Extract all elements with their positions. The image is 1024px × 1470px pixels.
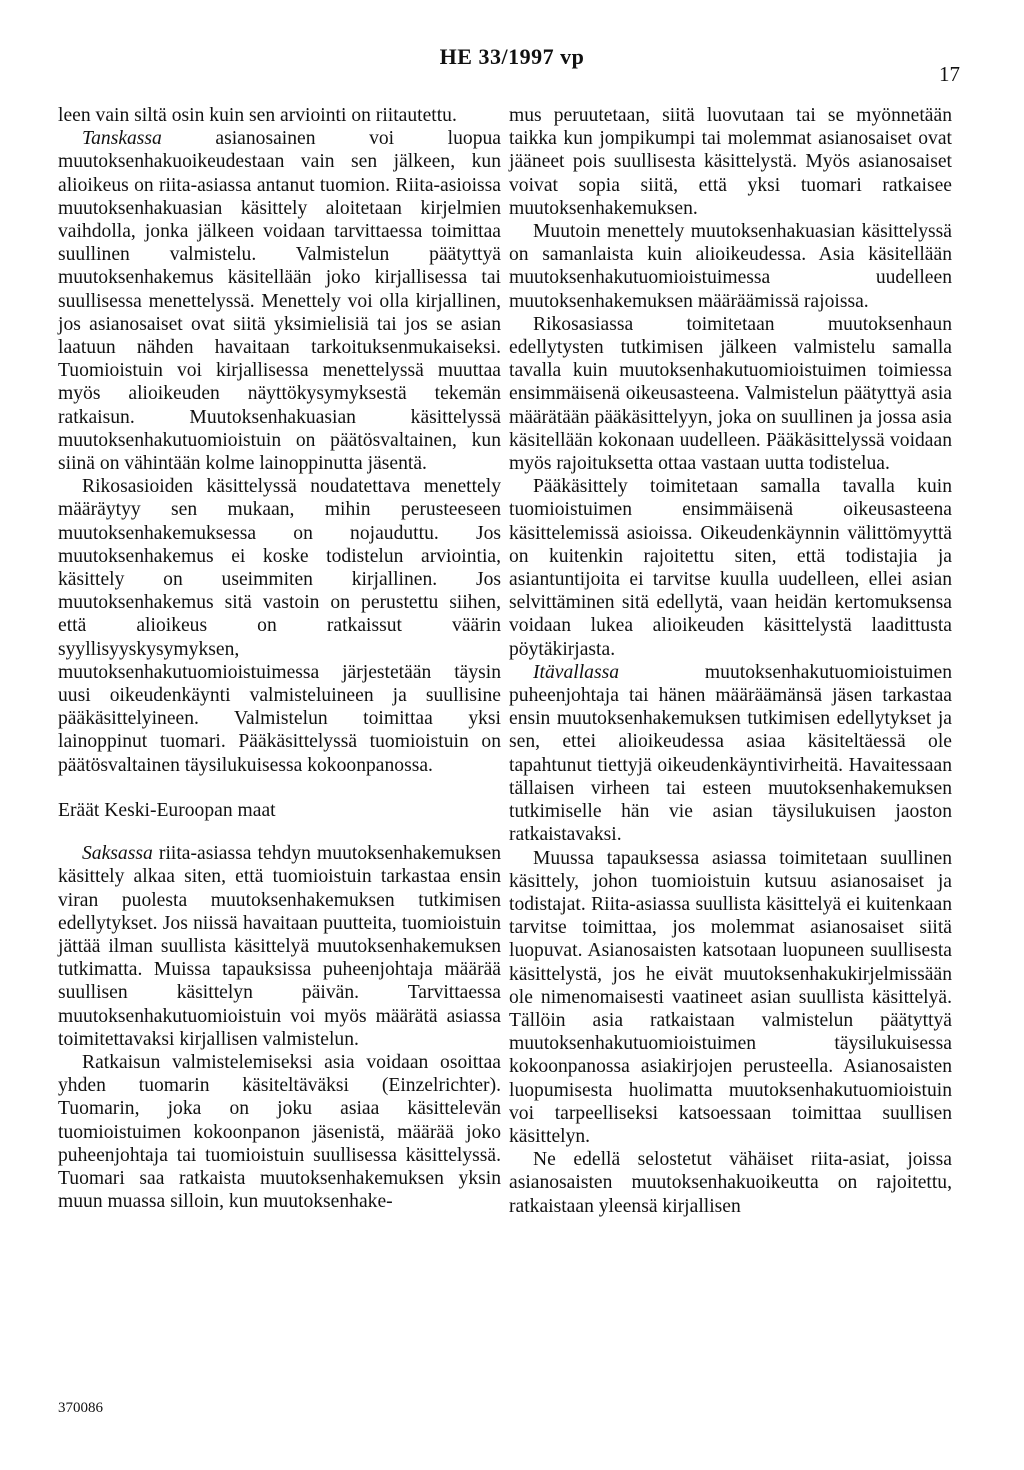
paragraph: Muutoin menettely muutoksenhakuasian käsittelyssä on samanlaista kuin alioikeudessa. Asia käsitellään muutoksenhakutuomioistuimessa uudelleen muutoksenhakemuksen määräämissä rajoissa. xyxy=(509,221,952,312)
paragraph: mus peruutetaan, siitä luovutaan tai se myönnetään taikka kun jompikumpi tai molemmat asianosaiset ovat jääneet pois suullisesta käsittelystä. Myös asianosaiset voivat sopia siitä, että yksi tuomari ratkaisee muutoksenhakemuksen. xyxy=(509,105,952,219)
paragraph: Rikosasiassa toimitetaan muutoksenhaun edellytysten tutkimisen jälkeen valmistelu samalla tavalla kuin muutoksenhakutuomioistuimen toimiessa ensimmäisenä oikeusasteena. Valmistelun päätyttyä asia määrätään pääkäsittelyyn, joka on suullinen ja jossa asia käsitellään kokonaan uudelleen. Pääkäsittelyssä voidaan myös rajoituksetta ottaa vastaan uutta todistelua. xyxy=(509,313,952,475)
paragraph-text: muutoksenhakutuomioistuimen puheenjohtaja tai hänen määräämänsä jäsen tarkastaa ensin muutoksenhakemuksen tutkimisen edellytykset ja sen, ettei alioikeudessa asiaa käsiteltäessä ole tapahtunut tiettyjä oikeudenkäyntivirheitä. Havaitessaan tällaisen virheen tai esteen muutoksenhakemuksen tutkimiselle hän vie asian täysilukuisen jaoston ratkaistavaksi. xyxy=(509,661,952,846)
country-name-italic: Itävallassa xyxy=(533,661,619,683)
paragraph: Muussa tapauksessa asiassa toimitetaan suullinen käsittely, johon tuomioistuin kutsuu asianosaiset ja todistajat. Riita-asiassa suullista käsittelyä ei kuitenkaan tarvitse toimittaa, jos molemmat asianosaiset siitä luopuvat. Asianosaisten katsotaan luopuneen suullisesta käsittelystä, jos he eivät muutoksenhakukirjelmissään ole nimenomaisesti vaatineet asian suullista käsittelyä. Tällöin asia ratkaistaan valmistelun päätyttyä muutoksenhakutuomioistuimen täysilukuisessa kokoonpanossa asiakirjojen perusteella. Asianosaisten luopumisesta huolimatta muutoksenhakutuomioistuin voi tarpeelliseksi katsoessaan toimittaa suullisen käsittelyn. xyxy=(509,847,952,1147)
paragraph: leen vain siltä osin kuin sen arviointi on riitautettu. xyxy=(58,105,457,126)
paragraph-austria xyxy=(509,661,952,847)
country-name-italic: Tanskassa xyxy=(82,128,162,150)
paragraph-text: riita-asiassa tehdyn muutoksenhakemuksen käsittely alkaa siten, että tuomioistuin tarkastaa ensin viran puolesta muutoksenhakemuksen tutkimisen edellytykset. Jos niissä havaitaan puutteita, tuomioistuin jättää ilman suullista käsittelyä muutoksenhakemuksen tutkimatta. Muissa tapauksissa puheenjohtaja määrää suullisen käsittelyn päivän. Tarvittaessa muutoksenhakutuomioistuin voi myös määrätä asiassa toimitettavaksi kirjallisen valmistelun. xyxy=(58,843,501,1050)
right-column xyxy=(509,104,952,1218)
paragraph: Pääkäsittely toimitetaan samalla tavalla kuin tuomioistuimen ensimmäisenä oikeusasteena käsittelemissä asioissa. Oikeudenkäynnin välittömyyttä on kuitenkin rajoitettu siten, että todistajia ja asiantuntijoita ei tarvitse kuulla uudelleen, ellei asian selvittäminen sitä edellytä, vaan heidän kertomuksensa voidaan lukea alioikeuden käsittelystä laadittusta pöytäkirjasta. xyxy=(509,476,952,660)
left-column xyxy=(58,104,501,1213)
paragraph: Ratkaisun valmistelemiseksi asia voidaan osoittaa yhden tuomarin käsiteltäväksi (Einzelrichter). Tuomarin, joka on joku asiaa käsittelevän tuomioistuimen kokoonpanon jäsenistä, määrää joko puheenjohtaja tai tuomioistuin suullisessa käsittelyssä. Tuomari saa ratkaista muutoksenhakemuksen yksin muun muassa silloin, kun muutoksenhake- xyxy=(58,1051,501,1213)
paragraph: Rikosasioiden käsittelyssä noudatettava menettely määräytyy sen mukaan, mihin perusteeseen muutoksenhakemuksessa on nojauduttu. Jos muutoksenhakemus ei koske todistelun arviointia, käsittely on useimmiten kirjallinen. Jos muutoksenhakemus sitä vastoin on perustettu siihen, että alioikeus on ratkaissut väärin syyllisyyskysymyksen, muutoksenhakutuomioistuimessa järjestetään täysin uusi oikeudenkäynti valmisteluineen ja suullisine pääkäsittelyineen. Valmistelun toimittaa yksi lainoppinut tuomari. Pääkäsittelyssä tuomioistuin on päätösvaltainen täysilukuisessa kokoonpanossa. xyxy=(58,476,501,776)
page-header-title: HE 33/1997 vp xyxy=(439,44,585,69)
page-number: 17 xyxy=(939,62,960,86)
paragraph: Ne edellä selostetut vähäiset riita-asiat, joissa asianosaisten muutoksenhakuoikeutta on rajoitettu, ratkaistaan yleensä kirjallisen xyxy=(509,1149,952,1217)
footer-print-code: 370086 xyxy=(58,1400,103,1416)
section-heading: Eräät Keski-Euroopan maat xyxy=(58,799,276,821)
country-name-italic: Saksassa xyxy=(82,843,153,865)
paragraph-denmark xyxy=(58,127,501,475)
paragraph-text: asianosainen voi luopua muutoksenhakuoikeudestaan vain sen jälkeen, kun alioikeus on riita-asiassa antanut tuomion. Riita-asioissa muutoksenhakuasian käsittely aloitetaan kirjelmien vaihdolla, jonka jälkeen voidaan tarvittaessa toimittaa suullinen valmistelu. Valmistelun päätyttyä muutoksenhakemus käsitellään joko kirjallisessa tai suullisessa menettelyssä. Menettely voi olla kirjallinen, jos asianosaiset ovat siitä yksimielisiä tai jos se asian laatuun nähden havaitaan tarkoituksenmukaiseksi. Tuomioistuin voi kirjallisessa menettelyssä muuttaa myös alioikeuden näyttökysymyksestä tekemän ratkaisun. Muutoksenhakuasian käsittelyssä muutoksenhakutuomioistuin on päätösvaltainen, kun siinä on vähintään kolme lainoppinutta jäsentä. xyxy=(58,128,501,475)
paragraph-germany xyxy=(58,842,501,1051)
